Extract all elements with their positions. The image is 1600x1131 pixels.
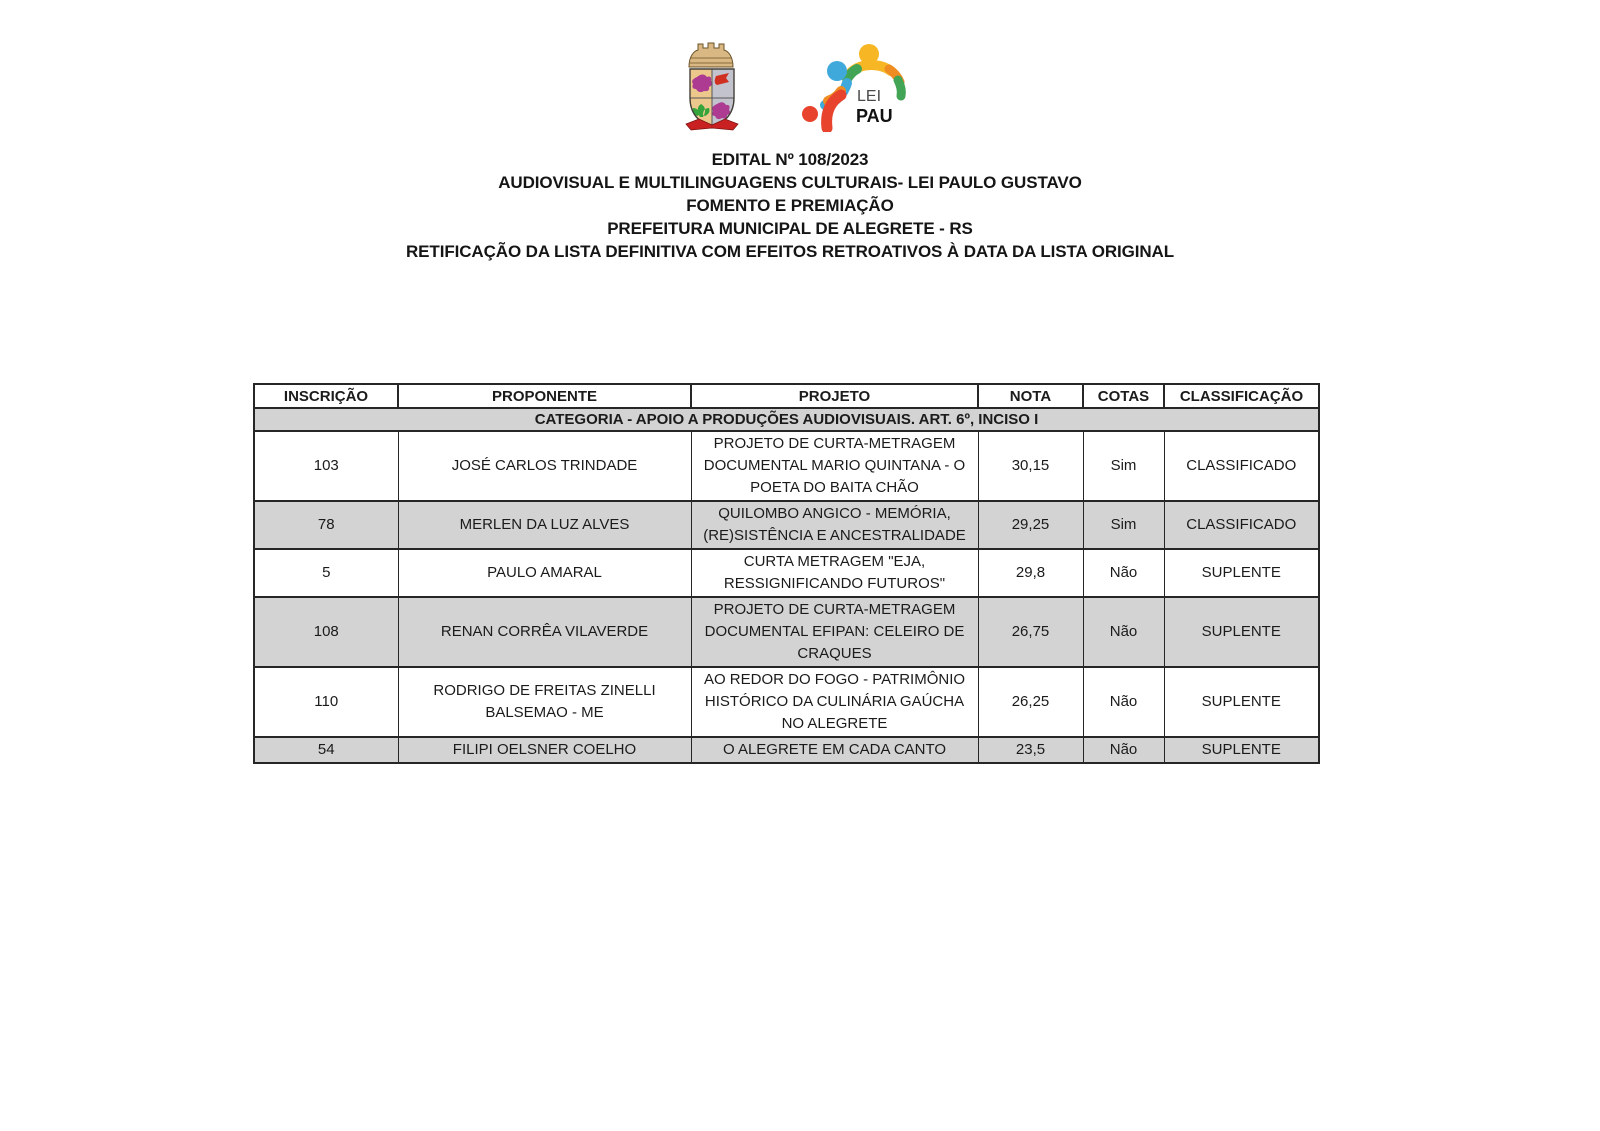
cell-cotas: Não: [1083, 737, 1164, 763]
cell-cotas: Não: [1083, 667, 1164, 737]
cell-inscricao: 78: [254, 501, 398, 549]
cell-nota: 23,5: [978, 737, 1083, 763]
category-row: [254, 408, 1319, 431]
cell-proponente: MERLEN DA LUZ ALVES: [398, 501, 691, 549]
lei-paulo-gustavo-logo-icon: [797, 38, 909, 132]
title-line-fomento: FOMENTO E PREMIAÇÃO: [686, 196, 894, 215]
cell-proponente: PAULO AMARAL: [398, 549, 691, 597]
cell-cotas: Não: [1083, 549, 1164, 597]
cell-projeto: O ALEGRETE EM CADA CANTO: [691, 737, 978, 763]
cell-classificacao: SUPLENTE: [1164, 549, 1319, 597]
cell-projeto: QUILOMBO ANGICO - MEMÓRIA, (RE)SISTÊNCIA E ANCESTRALIDADE: [691, 501, 978, 549]
pau-text: PAU: [856, 106, 893, 126]
cell-cotas: Sim: [1083, 501, 1164, 549]
col-nota: NOTA: [978, 384, 1083, 408]
col-cotas: COTAS: [1083, 384, 1164, 408]
cell-proponente: RODRIGO DE FREITAS ZINELLI BALSEMAO - ME: [398, 667, 691, 737]
cell-cotas: Não: [1083, 597, 1164, 667]
table-row: [254, 431, 1319, 501]
cell-projeto: PROJETO DE CURTA-METRAGEM DOCUMENTAL EFIPAN: CELEIRO DE CRAQUES: [691, 597, 978, 667]
document-title: [0, 148, 1580, 263]
category-label: CATEGORIA - APOIO A PRODUÇÕES AUDIOVISUAIS. ART. 6º, INCISO I: [254, 408, 1319, 431]
alegrete-coat-of-arms-icon: [676, 36, 746, 132]
cell-nota: 30,15: [978, 431, 1083, 501]
table-row: [254, 597, 1319, 667]
title-line-edital: EDITAL Nº 108/2023: [711, 150, 869, 169]
lei-text: LEI: [857, 88, 882, 105]
title-line-programa: AUDIOVISUAL E MULTILINGUAGENS CULTURAIS- LEI PAULO GUSTAVO: [498, 173, 1082, 192]
cell-inscricao: 103: [254, 431, 398, 501]
cell-cotas: Sim: [1083, 431, 1164, 501]
col-proponente: PROPONENTE: [398, 384, 691, 408]
table-row: [254, 549, 1319, 597]
cell-nota: 26,75: [978, 597, 1083, 667]
cell-nota: 29,8: [978, 549, 1083, 597]
cell-classificacao: SUPLENTE: [1164, 737, 1319, 763]
cell-nota: 29,25: [978, 501, 1083, 549]
table-row: [254, 501, 1319, 549]
cell-classificacao: CLASSIFICADO: [1164, 501, 1319, 549]
table-row: [254, 667, 1319, 737]
cell-projeto: PROJETO DE CURTA-METRAGEM DOCUMENTAL MARIO QUINTANA - O POETA DO BAITA CHÃO: [691, 431, 978, 501]
cell-projeto: AO REDOR DO FOGO - PATRIMÔNIO HISTÓRICO DA CULINÁRIA GAÚCHA NO ALEGRETE: [691, 667, 978, 737]
cell-classificacao: CLASSIFICADO: [1164, 431, 1319, 501]
cell-proponente: FILIPI OELSNER COELHO: [398, 737, 691, 763]
cell-inscricao: 54: [254, 737, 398, 763]
results-table: [253, 383, 1320, 764]
col-classificacao: CLASSIFICAÇÃO: [1164, 384, 1319, 408]
cell-inscricao: 5: [254, 549, 398, 597]
col-projeto: PROJETO: [691, 384, 978, 408]
header-logos: [0, 34, 1580, 134]
col-inscricao: INSCRIÇÃO: [254, 384, 398, 408]
table-header-row: [254, 384, 1319, 408]
table-row: [254, 737, 1319, 763]
title-line-prefeitura: PREFEITURA MUNICIPAL DE ALEGRETE - RS: [607, 219, 973, 238]
cell-classificacao: SUPLENTE: [1164, 597, 1319, 667]
cell-classificacao: SUPLENTE: [1164, 667, 1319, 737]
cell-proponente: JOSÉ CARLOS TRINDADE: [398, 431, 691, 501]
cell-inscricao: 110: [254, 667, 398, 737]
cell-projeto: CURTA METRAGEM "EJA, RESSIGNIFICANDO FUTUROS": [691, 549, 978, 597]
cell-proponente: RENAN CORRÊA VILAVERDE: [398, 597, 691, 667]
title-line-retificacao: RETIFICAÇÃO DA LISTA DEFINITIVA COM EFEITOS RETROATIVOS À DATA DA LISTA ORIGINAL: [406, 242, 1174, 261]
cell-nota: 26,25: [978, 667, 1083, 737]
cell-inscricao: 108: [254, 597, 398, 667]
